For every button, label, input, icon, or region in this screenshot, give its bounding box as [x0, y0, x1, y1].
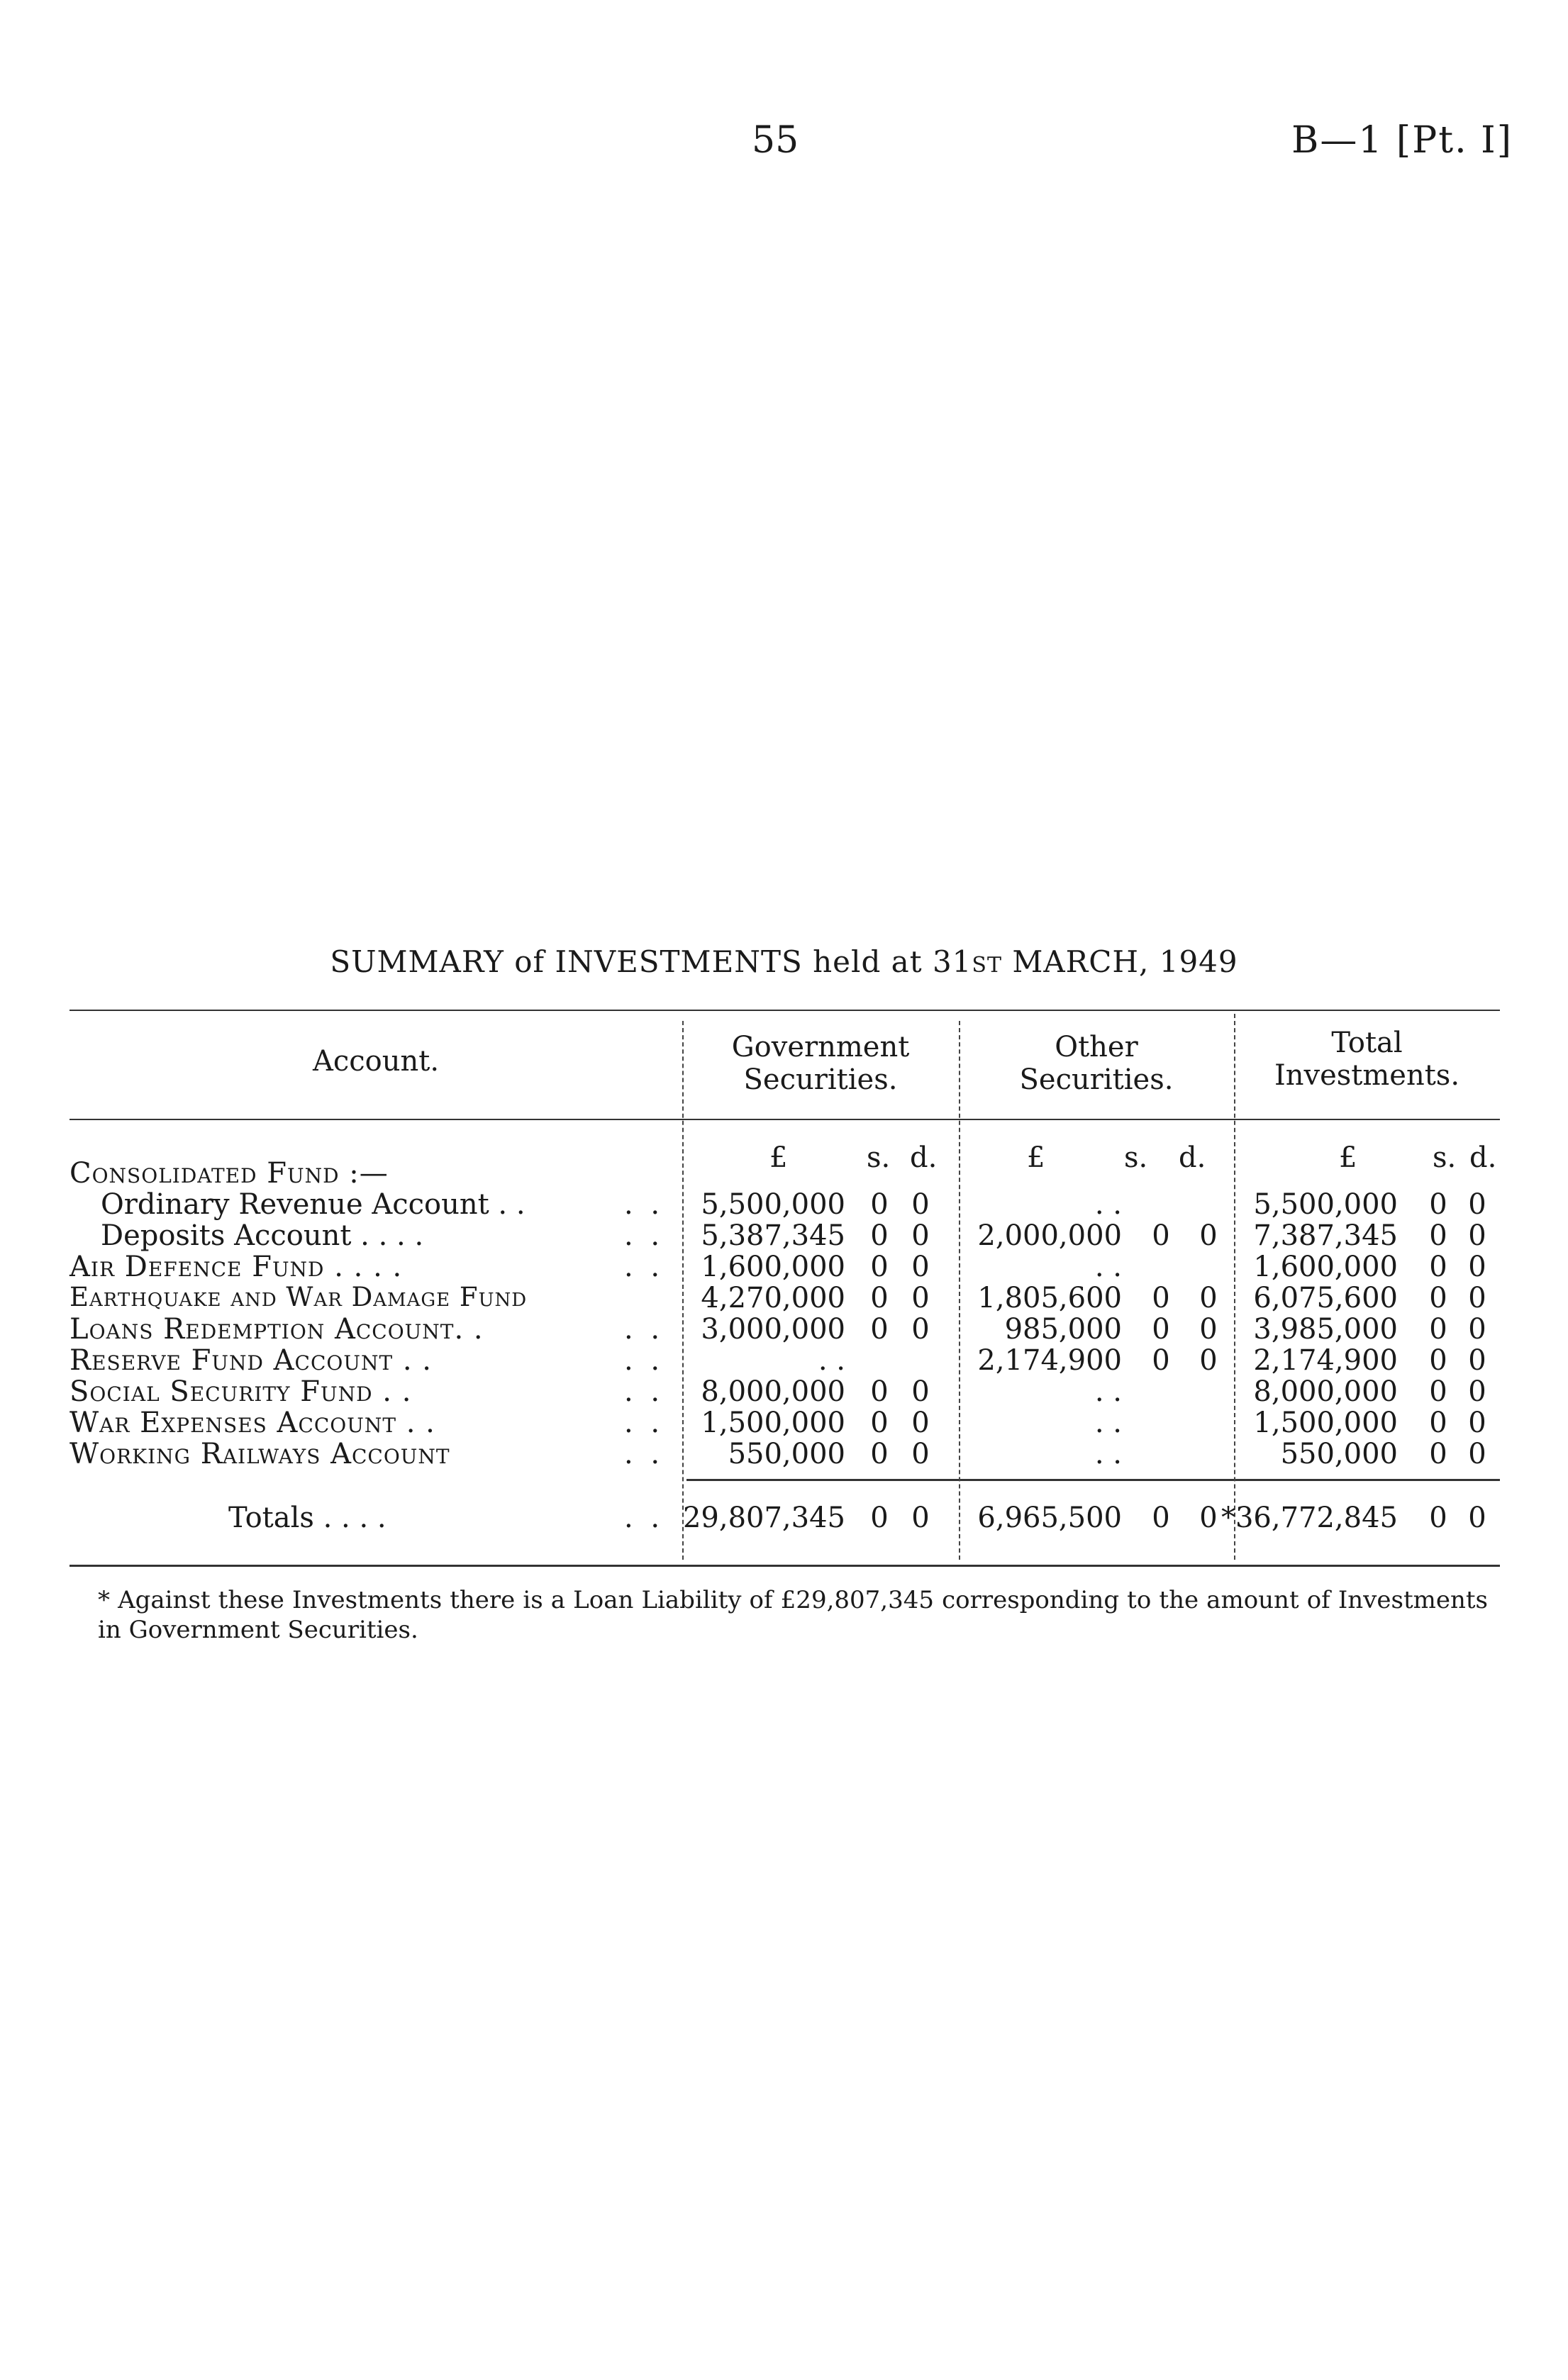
- table-row: Working Railways Account . . 550,000 0 0 . . 550,000 0 0: [69, 1438, 1486, 1470]
- row-label: Earthquake and War Damage Fund: [69, 1282, 528, 1312]
- unit-shilling: s.: [1124, 1141, 1148, 1174]
- total-amount: 8,000,000: [1253, 1375, 1398, 1408]
- grand-total: *36,772,845: [1221, 1502, 1398, 1534]
- row-label: Air Defence Fund . . . .: [69, 1251, 403, 1283]
- other-amount: . .: [1094, 1188, 1122, 1221]
- other-amount: . .: [1094, 1438, 1122, 1470]
- column-header-total: Total Investments.: [1274, 1027, 1460, 1092]
- table-row: Ordinary Revenue Account . . . . 5,500,000 0 0 . . 5,500,000 0 0: [101, 1188, 1486, 1221]
- unit-pence: d.: [1179, 1141, 1206, 1174]
- unit-pound: £: [1339, 1141, 1357, 1174]
- unit-pence: d.: [1469, 1141, 1497, 1174]
- other-amount: 2,000,000: [977, 1219, 1122, 1252]
- unit-shilling: s.: [1433, 1141, 1457, 1174]
- total-amount: 3,985,000: [1253, 1313, 1398, 1346]
- total-amount: 1,600,000: [1253, 1251, 1398, 1283]
- document-reference: B—1 [Pt. I]: [1291, 119, 1513, 162]
- page-number: 55: [752, 119, 799, 162]
- unit-pound: £: [1027, 1141, 1045, 1174]
- row-label: Loans Redemption Account. .: [69, 1313, 484, 1346]
- other-total: 6,965,500: [977, 1502, 1122, 1534]
- unit-pound: £: [769, 1141, 788, 1174]
- totals-label: Totals . . . .: [228, 1502, 387, 1534]
- unit-pence: d.: [910, 1141, 938, 1174]
- column-header-other: Other Securities.: [1019, 1031, 1174, 1096]
- row-label: Working Railways Account: [69, 1438, 450, 1470]
- gov-amount: 5,500,000: [701, 1188, 845, 1221]
- table-title: SUMMARY of INVESTMENTS held at 31ST MARCH, 1949: [330, 944, 1238, 979]
- other-amount: . .: [1094, 1375, 1122, 1408]
- total-amount: 5,500,000: [1253, 1188, 1398, 1221]
- gov-amount: 8,000,000: [701, 1375, 845, 1408]
- gov-total: 29,807,345: [682, 1502, 845, 1534]
- total-amount: 550,000: [1280, 1438, 1398, 1470]
- footnote: * Against these Investments there is a Loan Liability of £29,807,345 corresponding to the amount of Investments in Government Securities.: [98, 1586, 1488, 1644]
- row-label: Reserve Fund Account . .: [69, 1344, 432, 1377]
- gov-amount: . .: [818, 1344, 845, 1377]
- other-amount: 985,000: [1004, 1313, 1122, 1346]
- table-row: Earthquake and War Damage Fund 4,270,000 0 0 1,805,600 0 0 6,075,600 0 0: [69, 1282, 1486, 1314]
- other-amount: . .: [1094, 1251, 1122, 1283]
- row-label: Social Security Fund . .: [69, 1375, 412, 1408]
- other-amount: 2,174,900: [977, 1344, 1122, 1377]
- column-header-account: Account.: [312, 1045, 440, 1078]
- total-amount: 6,075,600: [1253, 1282, 1398, 1314]
- totals-row: Totals . . . . . . 29,807,345 0 0 6,965,500 0 0 *36,772,845 0 0: [228, 1502, 1486, 1534]
- table-row: Air Defence Fund . . . . . . 1,600,000 0 0 . . 1,600,000 0 0: [69, 1251, 1486, 1283]
- gov-amount: 550,000: [728, 1438, 845, 1470]
- gov-amount: 5,387,345: [701, 1219, 845, 1252]
- gov-amount: 1,600,000: [701, 1251, 845, 1283]
- unit-shilling: s.: [867, 1141, 891, 1174]
- table-row: Reserve Fund Account . . . . . . 2,174,900 0 0 2,174,900 0 0: [69, 1344, 1486, 1377]
- table-row: Deposits Account . . . . . . 5,387,345 0 0 2,000,000 0 0 7,387,345 0 0: [101, 1219, 1486, 1252]
- table-row: War Expenses Account . . . . 1,500,000 0 0 . . 1,500,000 0 0: [69, 1407, 1486, 1439]
- gov-amount: 3,000,000: [701, 1313, 845, 1346]
- table-top-rule: [69, 1010, 1500, 1011]
- other-amount: . .: [1094, 1407, 1122, 1439]
- column-header-government: Government Securities.: [731, 1031, 910, 1096]
- total-amount: 2,174,900: [1253, 1344, 1398, 1377]
- totals-rule: [686, 1479, 1500, 1481]
- gov-amount: 1,500,000: [701, 1407, 845, 1439]
- table-row: Loans Redemption Account. . . . 3,000,000 0 0 985,000 0 0 3,985,000 0 0: [69, 1313, 1486, 1346]
- gov-amount: 4,270,000: [701, 1282, 845, 1314]
- total-amount: 7,387,345: [1253, 1219, 1398, 1252]
- row-label: War Expenses Account . .: [69, 1407, 435, 1439]
- row-label: Deposits Account . . . .: [101, 1219, 424, 1252]
- section-heading: Consolidated Fund :—: [69, 1157, 389, 1190]
- table-bottom-rule: [69, 1565, 1500, 1567]
- table-row: Social Security Fund . . . . 8,000,000 0 0 . . 8,000,000 0 0: [69, 1375, 1486, 1408]
- other-amount: 1,805,600: [977, 1282, 1122, 1314]
- header-bottom-rule: [69, 1119, 1500, 1120]
- total-amount: 1,500,000: [1253, 1407, 1398, 1439]
- row-label: Ordinary Revenue Account . .: [101, 1188, 526, 1221]
